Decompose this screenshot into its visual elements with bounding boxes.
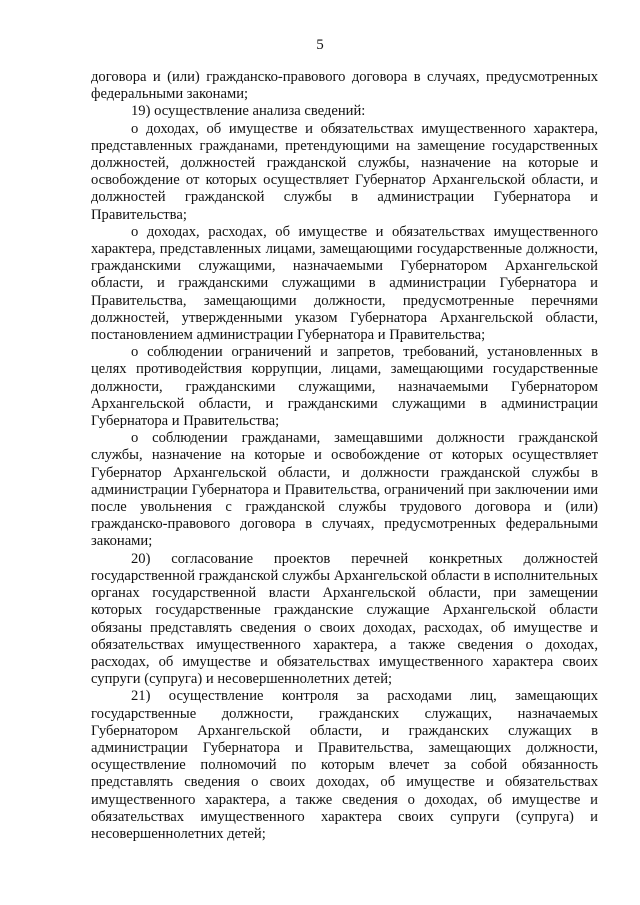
paragraph-income-candidates: о доходах, об имуществе и обязательствах имущественного характера, представленных гражданами, претендующими на замещение государственных должностей, должностей гражданской службы, назначение на которые и освобождение от которых осуществляет Губернатор Архангельской области, и должностей гражданской службы в администрации Губернатора и Правительства;: [91, 120, 598, 223]
document-body: [91, 69, 598, 843]
paragraph-item-20: 20) согласование проектов перечней конкретных должностей государственной гражданской службы Архангельской области в исполнительных органах государственной власти Архангельской области, при замещении которых государственные гражданские служащие Архангельской области обязаны представлять сведения о своих доходах, расходах, об имуществе и обязательствах имущественного характера, а также сведения о доходах, расходах, об имуществе и обязательствах имущественного характера своих супруги (супруга) и несовершеннолетних детей;: [91, 550, 598, 688]
page-number: 5: [316, 37, 324, 53]
paragraph-item-21: 21) осуществление контроля за расходами лиц, замещающих государственные должности, гражданских служащих, назначаемых Губернатором Архангельской области, и гражданских служащих в администрации Губернатора и Правительства, замещающих должности, осуществление полномочий по которым влечет за собой обязанность представлять сведения о своих доходах, об имуществе и обязательствах имущественного характера, а также сведения о доходах, об имуществе и обязательствах имущественного характера своих супруги (супруга) и несовершеннолетних детей;: [91, 688, 598, 842]
paragraph-income-officials: о доходах, расходах, об имуществе и обязательствах имущественного характера, представленных лицами, замещающими государственные должности, гражданскими служащими, назначаемыми Губернатором Архангельской области, и гражданскими служащими в администрации Губернатора и Правительства, замещающими должности, предусмотренные перечнями должностей, утвержденными указом Губернатора Архангельской области, постановлением администрации Губернатора и Правительства;: [91, 223, 598, 344]
paragraph-continuation: договора и (или) гражданско-правового договора в случаях, предусмотренных федеральными законами;: [91, 69, 598, 103]
paragraph-restrictions-compliance: о соблюдении ограничений и запретов, требований, установленных в целях противодействия коррупции, лицами, замещающими государственные должности, гражданскими служащими, назначаемыми Губернатором Архангельской области, и гражданскими служащими в администрации Губернатора и Правительства;: [91, 344, 598, 430]
paragraph-former-employees: о соблюдении гражданами, замещавшими должности гражданской службы, назначение на которые и освобождение от которых осуществляет Губернатор Архангельской области, и должности гражданской службы в администрации Губернатора и Правительства, ограничений при заключении ими после увольнения с гражданской службы трудового договора и (или) гражданско-правового договора в случаях, предусмотренных федеральными законами;: [91, 430, 598, 550]
paragraph-item-19: 19) осуществление анализа сведений:: [131, 103, 366, 120]
